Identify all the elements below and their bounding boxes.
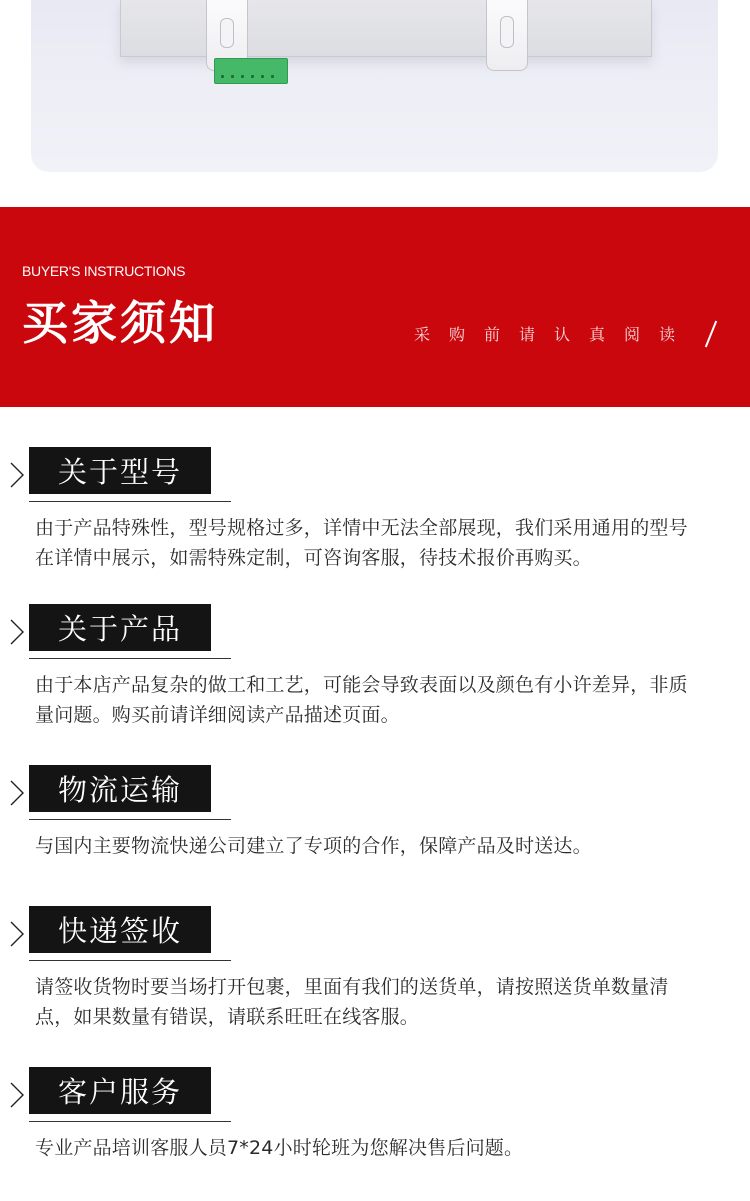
chevron-right-icon (9, 779, 25, 807)
section-divider (29, 960, 231, 961)
chevron-right-icon (9, 1081, 25, 1109)
section-divider (29, 501, 231, 502)
section-title: 快递签收 (29, 906, 211, 953)
banner-note: 采购前请认真阅读 (414, 325, 695, 344)
banner-chinese-title: 买家须知 (22, 296, 218, 350)
din-clip-right (486, 0, 528, 71)
chevron-right-icon (9, 461, 25, 489)
section-body: 由于产品特殊性，型号规格过多，详情中无法全部展现，我们采用通用的型号在详情中展示，如需特殊定制，可咨询客服，待技术报价再购买。 (35, 517, 688, 569)
product-photo (31, 0, 718, 172)
chevron-right-icon (9, 618, 25, 646)
section-divider (29, 819, 231, 820)
section-divider (29, 1121, 231, 1122)
section-title: 关于产品 (29, 604, 211, 651)
section-body: 与国内主要物流快递公司建立了专项的合作，保障产品及时送达。 (35, 835, 592, 857)
section-body: 请签收货物时要当场打开包裹，里面有我们的送货单，请按照送货单数量清点，如果数量有错误，请联系旺旺在线客服。 (35, 976, 669, 1028)
section-title: 客户服务 (29, 1067, 211, 1114)
green-terminal-block (214, 58, 288, 84)
banner-english-title: BUYER'S INSTRUCTIONS (22, 263, 186, 279)
section-divider (29, 658, 231, 659)
slash-decoration (705, 321, 717, 348)
chevron-right-icon (9, 920, 25, 948)
section-body: 由于本店产品复杂的做工和工艺，可能会导致表面以及颜色有小许差异，非质量问题。购买前请详细阅读产品描述页面。 (35, 674, 688, 726)
buyer-instructions-banner (0, 207, 750, 407)
section-body: 专业产品培训客服人员7*24小时轮班为您解决售后问题。 (35, 1137, 524, 1159)
din-rail-device (120, 0, 652, 57)
section-title: 关于型号 (29, 447, 211, 494)
section-title: 物流运输 (29, 765, 211, 812)
